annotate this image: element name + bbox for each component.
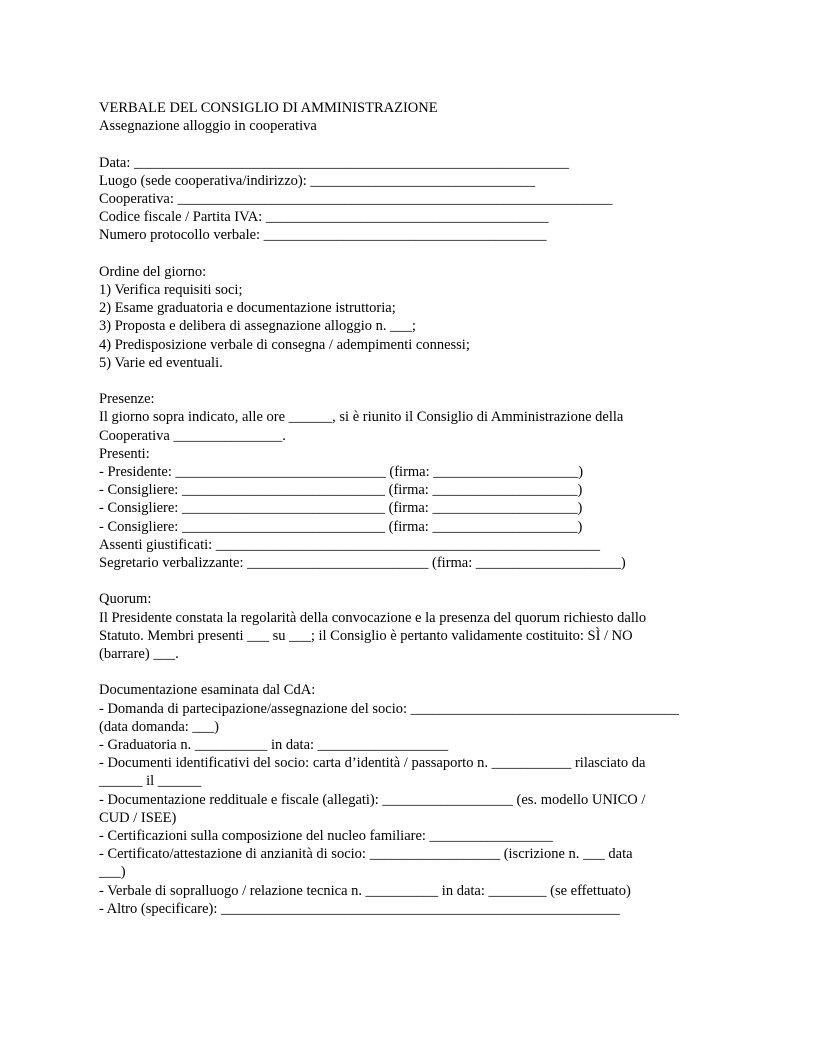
doc-anzianita-cont: ___) — [99, 864, 126, 881]
member-presidente: - Presidente: _____________________________ (firma: ____________________) — [99, 464, 584, 481]
documentazione-heading: Documentazione esaminata dal CdA: — [99, 682, 316, 699]
quorum-heading: Quorum: — [99, 591, 152, 608]
presenze-heading: Presenze: — [99, 391, 155, 408]
doc-anzianita: - Certificato/attestazione di anzianità di socio: __________________ (iscrizione n. ___ data — [99, 846, 633, 863]
doc-reddituale: - Documentazione reddituale e fiscale (allegati): __________________ (es. modello UNICO / — [99, 791, 646, 808]
agenda-item: 1) Verifica requisiti soci; — [99, 282, 243, 298]
spacer — [99, 372, 720, 390]
agenda-item: 3) Proposta e delibera di assegnazione alloggio n. ___; — [99, 318, 416, 335]
member-consigliere: - Consigliere: ____________________________ (firma: ____________________) — [99, 482, 583, 499]
quorum-text: Il Presidente constata la regolarità della convocazione e la presenza del quorum richiesto dallo — [99, 609, 647, 626]
doc-domanda: - Domanda di partecipazione/assegnazione del socio: _____________________________________ — [99, 700, 679, 717]
agenda-item: 4) Predisposizione verbale di consegna / adempimenti connessi; — [99, 336, 470, 353]
doc-nucleo-familiare: - Certificazioni sulla composizione del nucleo familiare: _________________ — [99, 828, 553, 845]
doc-identificativi-cont: ______ il ______ — [99, 773, 202, 790]
spacer — [99, 663, 720, 681]
spacer — [99, 245, 720, 263]
field-luogo: Luogo (sede cooperativa/indirizzo): _______________________________ — [99, 172, 536, 189]
member-consigliere: - Consigliere: ____________________________ (firma: ____________________) — [99, 518, 583, 535]
agenda-item: 5) Varie ed eventuali. — [99, 354, 223, 371]
agenda-heading: Ordine del giorno: — [99, 263, 207, 280]
quorum-text: (barrare) ___. — [99, 646, 179, 663]
presenze-intro: Cooperativa _______________. — [99, 427, 286, 444]
field-cooperativa: Cooperativa: ____________________________________________________________ — [99, 191, 613, 207]
field-protocollo: Numero protocollo verbale: _______________________________________ — [99, 227, 547, 244]
doc-identificativi: - Documenti identificativi del socio: carta d’identità / passaporto n. ___________ rilasciato da — [99, 755, 646, 772]
agenda-item: 2) Esame graduatoria e documentazione istruttoria; — [99, 300, 396, 317]
doc-altro: - Altro (specificare): _______________________________________________________ — [99, 900, 620, 917]
field-data: Data: ____________________________________________________________ — [99, 154, 570, 171]
doc-graduatoria: - Graduatoria n. __________ in data: __________________ — [99, 737, 449, 754]
doc-domanda-data: (data domanda: ___) — [99, 718, 219, 735]
presenti-label: Presenti: — [99, 445, 150, 462]
doc-sopralluogo: - Verbale di sopralluogo / relazione tecnica n. __________ in data: ________ (se effettuato) — [99, 882, 631, 899]
spacer — [99, 135, 720, 153]
member-consigliere: - Consigliere: ____________________________ (firma: ____________________) — [99, 500, 583, 517]
presenze-intro: Il giorno sopra indicato, alle ore ______, si è riunito il Consiglio di Amministrazione della — [99, 409, 624, 426]
quorum-text: Statuto. Membri presenti ___ su ___; il Consiglio è pertanto validamente costituito: SÌ / NO — [99, 627, 633, 644]
segretario-verbalizzante: Segretario verbalizzante: _________________________ (firma: ____________________) — [99, 555, 626, 572]
document-subtitle: Assegnazione alloggio in cooperativa — [99, 118, 317, 135]
document-title: VERBALE DEL CONSIGLIO DI AMMINISTRAZIONE — [99, 100, 438, 116]
doc-reddituale-cont: CUD / ISEE) — [99, 809, 177, 826]
field-codice-fiscale: Codice fiscale / Partita IVA: _______________________________________ — [99, 209, 549, 226]
spacer — [99, 572, 720, 590]
assenti-giustificati: Assenti giustificati: _____________________________________________________ — [99, 536, 601, 553]
